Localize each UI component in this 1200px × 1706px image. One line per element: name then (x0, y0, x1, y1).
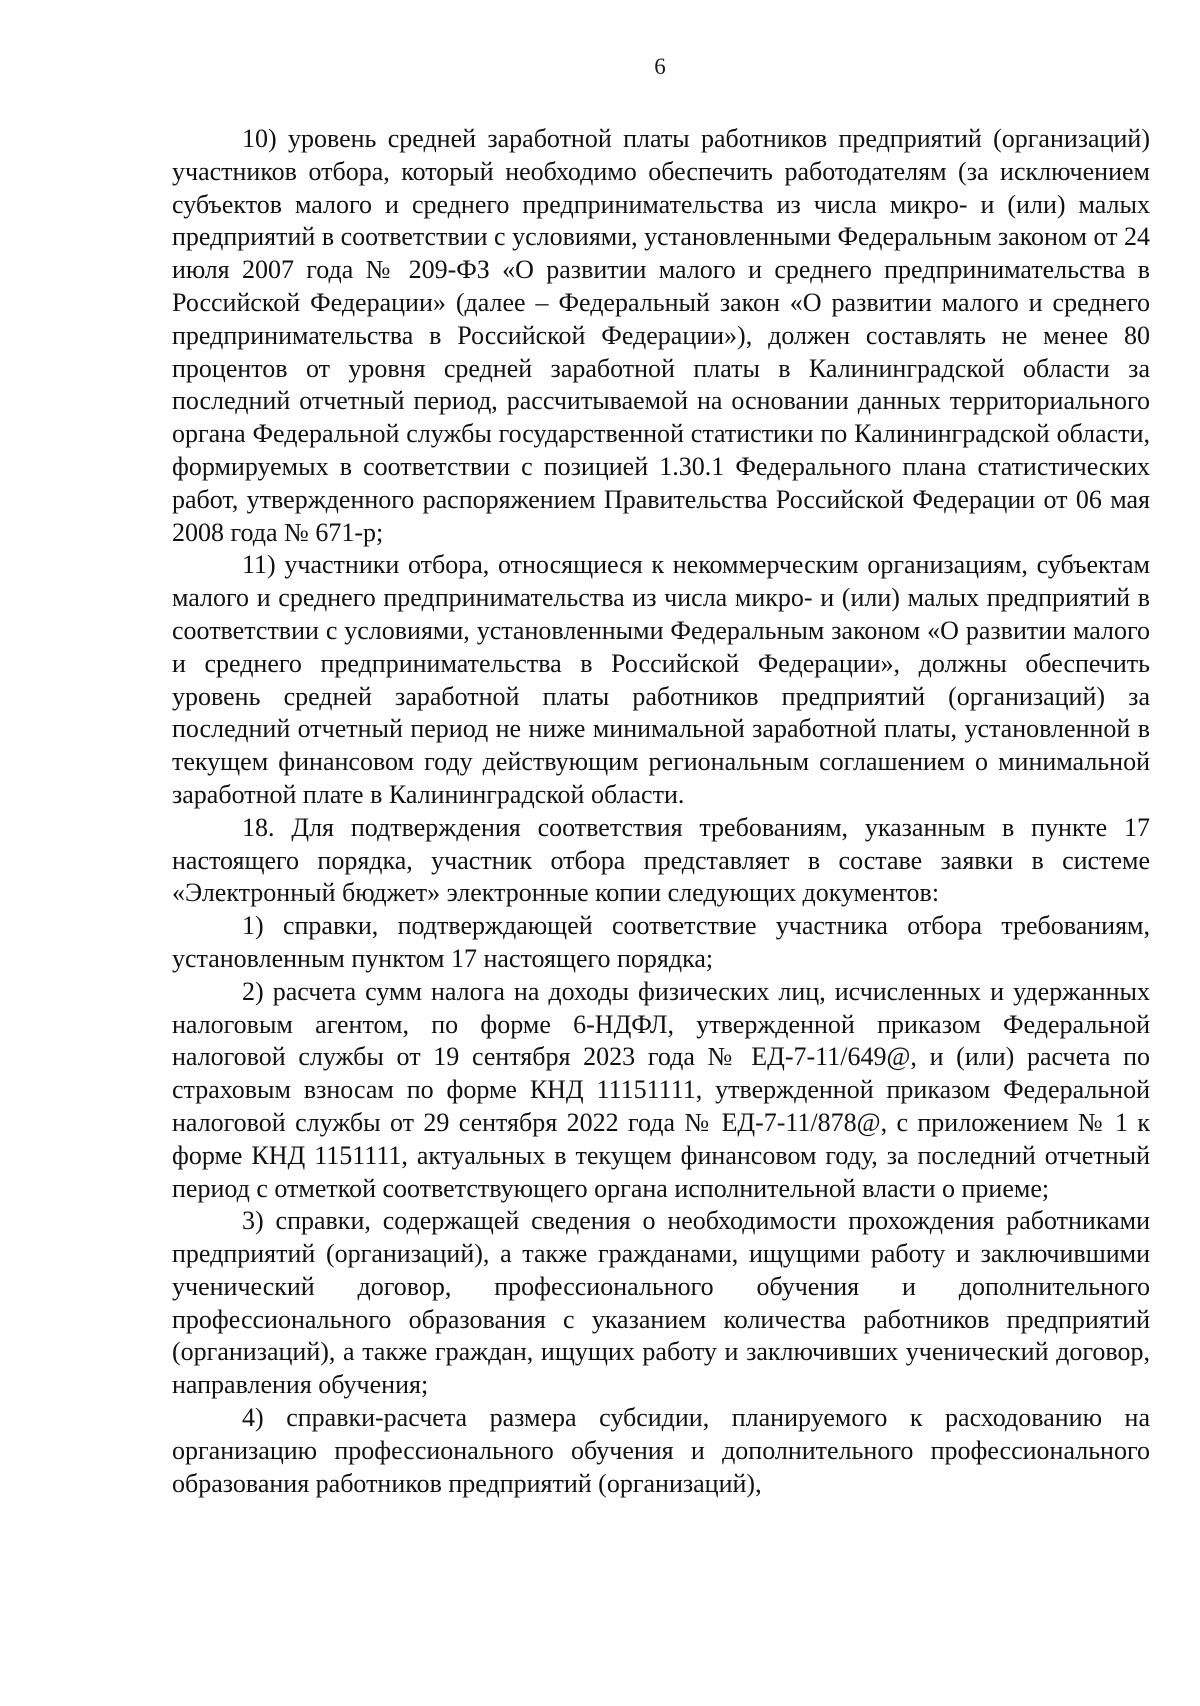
paragraph-item-10-average-salary: 10) уровень средней заработной платы работников предприятий (организаций) участников отбора, который необходимо обеспечить работодателям (за исключением субъектов малого и среднего предпринимательства из числа микро- и (или) малых предприятий в соответствии с условиями, установленными Федеральным законом от 24 июля 2007 года № 209-ФЗ «О развитии малого и среднего предпринимательства в Российской Федерации» (далее – Федеральный закон «О развитии малого и среднего предпринимательства в Российской Федерации»), должен составлять не менее 80 процентов от уровня средней заработной платы в Калининградской области за последний отчетный период, рассчитываемой на основании данных территориального органа Федеральной службы государственной статистики по Калининградской области, формируемых в соответствии с позицией 1.30.1 Федерального плана статистических работ, утвержденного распоряжением Правительства Российской Федерации от 06 мая 2008 года № 671-р; (172, 124, 1150, 547)
document-body (172, 123, 1150, 1500)
paragraph-item-11-nonprofit-salary: 11) участники отбора, относящиеся к некоммерческим организациям, субъектам малого и среднего предпринимательства из числа микро- и (или) малых предприятий в соответствии с условиями, установленными Федеральным законом «О развитии малого и среднего предпринимательства в Российской Федерации», должны обеспечить уровень средней заработной платы работников предприятий (организаций) за последний отчетный период не ниже минимальной заработной платы, установленной в текущем финансовом году действующим региональным соглашением о минимальной заработной плате в Калининградской области. (172, 550, 1150, 809)
page-number: 6 (654, 54, 666, 79)
paragraph-doc-1-compliance-certificate: 1) справки, подтверждающей соответствие участника отбора требованиям, установленным пунктом 17 настоящего порядка; (172, 911, 1150, 973)
paragraph-doc-4-subsidy-calculation: 4) справки-расчета размера субсидии, планируемого к расходованию на организацию профессионального обучения и дополнительного профессионального образования работников предприятий (организаций), (172, 1403, 1150, 1498)
paragraph-doc-2-tax-calculation: 2) расчета сумм налога на доходы физических лиц, исчисленных и удержанных налоговым агентом, по форме 6-НДФЛ, утвержденной приказом Федеральной налоговой службы от 19 сентября 2023 года № ЕД-7-11/649@, и (или) расчета по страховым взносам по форме КНД 11151111, утвержденной приказом Федеральной налоговой службы от 29 сентября 2022 года № ЕД-7-11/878@, с приложением № 1 к форме КНД 1151111, актуальных в текущем финансовом году, за последний отчетный период с отметкой соответствующего органа исполнительной власти о приеме; (172, 976, 1150, 1203)
paragraph-section-18-documents: 18. Для подтверждения соответствия требованиям, указанным в пункте 17 настоящего порядка, участник отбора представляет в составе заявки в системе «Электронный бюджет» электронные копии следующих документов: (172, 812, 1150, 908)
paragraph-doc-3-training-need: 3) справки, содержащей сведения о необходимости прохождения работниками предприятий (организаций), а также гражданами, ищущими работу и заключившими ученический договор, профессионального обучения и дополнительного профессионального образования с указанием количества работников предприятий (организаций), а также граждан, ищущих работу и заключивших ученический договор, направления обучения; (172, 1206, 1150, 1400)
